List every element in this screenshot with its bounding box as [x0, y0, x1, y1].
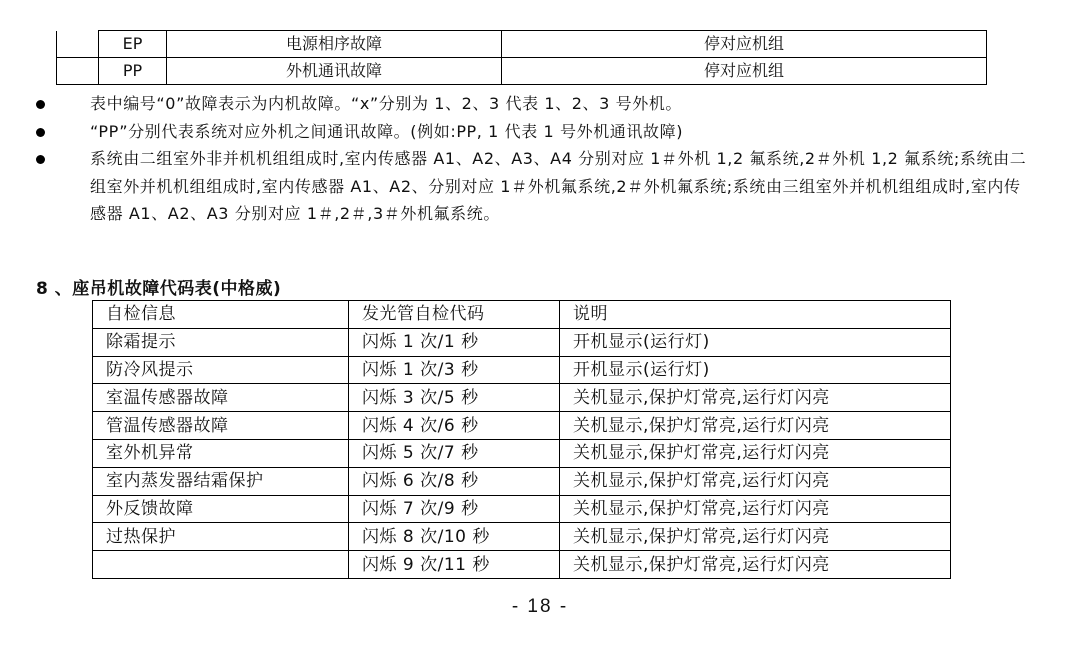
table-cell: 闪烁 8 次/10 秒: [349, 523, 560, 551]
fault-code-table: [56, 30, 987, 85]
table-cell: 关机显示,保护灯常亮,运行灯闪亮: [560, 439, 951, 467]
table-cell: 闪烁 1 次/3 秒: [349, 356, 560, 384]
column-header: 自检信息: [93, 301, 349, 329]
table-cell: 关机显示,保护灯常亮,运行灯闪亮: [560, 384, 951, 412]
table-cell: 开机显示(运行灯): [560, 356, 951, 384]
table-row: [93, 412, 951, 440]
self-check-code-table: [92, 300, 951, 579]
table-row: [93, 384, 951, 412]
table-cell: 过热保护: [93, 523, 349, 551]
fault-action-cell: 停对应机组: [502, 31, 987, 58]
fault-name-cell: 外机通讯故障: [167, 58, 502, 85]
column-header: 发光管自检代码: [349, 301, 560, 329]
table-row: [57, 58, 987, 85]
section-title: 8 、座吊机故障代码表(中格威): [36, 279, 282, 299]
table-cell: 闪烁 1 次/1 秒: [349, 328, 560, 356]
table-cell: 闪烁 7 次/9 秒: [349, 495, 560, 523]
table-cell: 开机显示(运行灯): [560, 328, 951, 356]
table-cell: 关机显示,保护灯常亮,运行灯闪亮: [560, 495, 951, 523]
table-cell: 防冷风提示: [93, 356, 349, 384]
note-text: “PP”分别代表系统对应外机之间通讯故障。(例如:PP, 1 代表 1 号外机通讯故障): [90, 121, 684, 141]
fault-name-cell: 电源相序故障: [167, 31, 502, 58]
table-cell: 关机显示,保护灯常亮,运行灯闪亮: [560, 551, 951, 579]
table-cell: [57, 31, 99, 58]
table-cell: 闪烁 3 次/5 秒: [349, 384, 560, 412]
table-cell: 关机显示,保护灯常亮,运行灯闪亮: [560, 467, 951, 495]
list-item: [36, 90, 1036, 118]
table-cell: 室内蒸发器结霜保护: [93, 467, 349, 495]
table-cell: 闪烁 5 次/7 秒: [349, 439, 560, 467]
table-cell: 室外机异常: [93, 439, 349, 467]
table-row: [93, 495, 951, 523]
table-row: [93, 551, 951, 579]
note-text: 系统由二组室外非并机机组组成时,室内传感器 A1、A2、A3、A4 分别对应 1＃外机 1,2 氟系统,2＃外机 1,2 氟系统;系统由二组室外并机机组组成时,室内传感器 A1、A2、分别对应 1＃外机氟系统,2＃外机氟系统;系统由三组室外并机机组组成时,室内传感器 A1、A2、A3 分别对应 1＃,2＃,3＃外机氟系统。: [90, 149, 1027, 223]
fault-action-cell: 停对应机组: [502, 58, 987, 85]
list-item: [36, 145, 1036, 228]
table-cell: 室温传感器故障: [93, 384, 349, 412]
table-row: [93, 523, 951, 551]
table-cell: [93, 551, 349, 579]
column-header: 说明: [560, 301, 951, 329]
fault-code-cell: PP: [99, 58, 167, 85]
list-item: [36, 118, 1036, 146]
page-number: - 18 -: [511, 596, 569, 617]
table-cell: 闪烁 9 次/11 秒: [349, 551, 560, 579]
fault-code-cell: EP: [99, 31, 167, 58]
bullet-icon: [36, 128, 45, 137]
table-row: [93, 439, 951, 467]
table-row: [57, 31, 987, 58]
table-cell: 关机显示,保护灯常亮,运行灯闪亮: [560, 523, 951, 551]
table-cell: 除霜提示: [93, 328, 349, 356]
table-cell: 闪烁 4 次/6 秒: [349, 412, 560, 440]
table-cell: 外反馈故障: [93, 495, 349, 523]
table-row: [93, 328, 951, 356]
table-cell: 闪烁 6 次/8 秒: [349, 467, 560, 495]
bullet-icon: [36, 100, 45, 109]
table-cell: [57, 58, 99, 85]
table-cell: 管温传感器故障: [93, 412, 349, 440]
table-cell: 关机显示,保护灯常亮,运行灯闪亮: [560, 412, 951, 440]
notes-list: [36, 90, 1036, 228]
bullet-icon: [36, 155, 45, 164]
table-header-row: [93, 301, 951, 329]
note-text: 表中编号“0”故障表示为内机故障。“x”分别为 1、2、3 代表 1、2、3 号外机。: [90, 94, 683, 113]
table-row: [93, 356, 951, 384]
table-row: [93, 467, 951, 495]
